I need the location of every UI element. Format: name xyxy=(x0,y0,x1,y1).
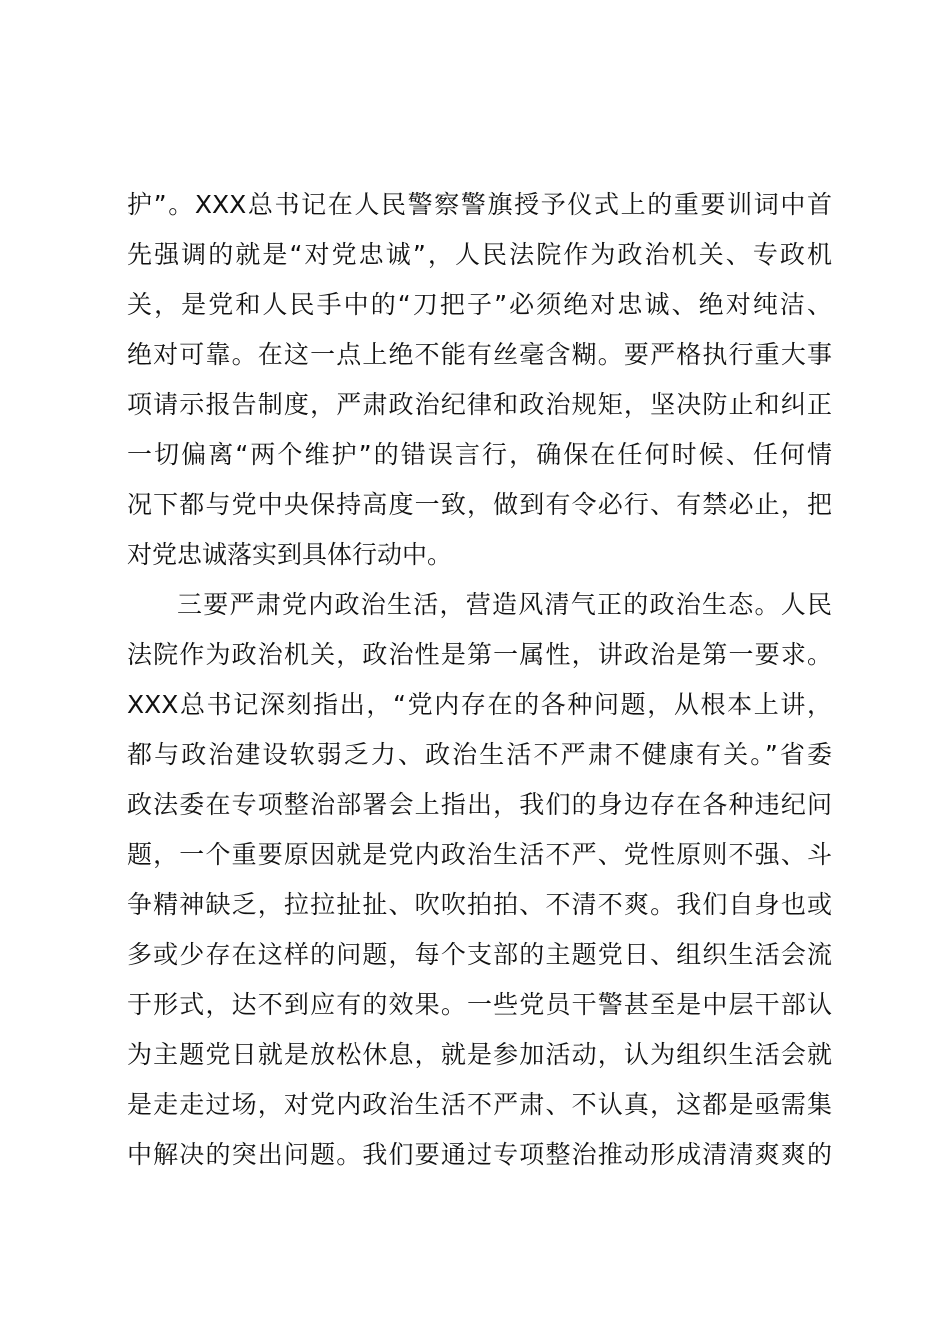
text-line: XXX总书记深刻指出，“党内存在的各种问题，从根本上讲， xyxy=(127,690,832,719)
text-line: 项请示报告制度，严肃政治纪律和政治规矩，坚决防止和纠正 xyxy=(127,390,832,419)
text-line: 护”。XXX总书记在人民警察警旗授予仪式上的重要训词中首 xyxy=(127,190,832,219)
text-line: 法院作为政治机关，政治性是第一属性，讲政治是第一要求。 xyxy=(127,640,832,669)
text-line: 政法委在专项整治部署会上指出，我们的身边存在各种违纪问 xyxy=(127,790,832,819)
text-line: 绝对可靠。在这一点上绝不能有丝毫含糊。要严格执行重大事 xyxy=(127,340,832,369)
text-line: 一切偏离“两个维护”的错误言行，确保在任何时候、任何情 xyxy=(127,440,832,469)
text-line: 多或少存在这样的问题，每个支部的主题党日、组织生活会流 xyxy=(127,940,832,969)
text-line: 关，是党和人民手中的“刀把子”必须绝对忠诚、绝对纯洁、 xyxy=(127,290,832,319)
paragraph-political-life xyxy=(127,580,832,1180)
text-line: 为主题党日就是放松休息，就是参加活动，认为组织生活会就 xyxy=(127,1040,832,1069)
paragraph-loyalty xyxy=(127,180,832,580)
text-line: 争精神缺乏，拉拉扯扯、吹吹拍拍、不清不爽。我们自身也或 xyxy=(127,890,832,919)
text-line: 都与政治建设软弱乏力、政治生活不严肃不健康有关。”省委 xyxy=(127,740,832,769)
text-line: 三要严肃党内政治生活，营造风清气正的政治生态。人民 xyxy=(177,590,832,619)
text-line: 中解决的突出问题。我们要通过专项整治推动形成清清爽爽的 xyxy=(127,1140,832,1169)
text-line: 对党忠诚落实到具体行动中。 xyxy=(127,540,453,569)
text-line: 况下都与党中央保持高度一致，做到有令必行、有禁必止，把 xyxy=(127,490,832,519)
text-line: 题，一个重要原因就是党内政治生活不严、党性原则不强、斗 xyxy=(127,840,832,869)
text-line: 先强调的就是“对党忠诚”，人民法院作为政治机关、专政机 xyxy=(127,240,832,269)
text-line: 于形式，达不到应有的效果。一些党员干警甚至是中层干部认 xyxy=(127,990,832,1019)
text-line: 是走走过场，对党内政治生活不严肃、不认真，这都是亟需集 xyxy=(127,1090,832,1119)
